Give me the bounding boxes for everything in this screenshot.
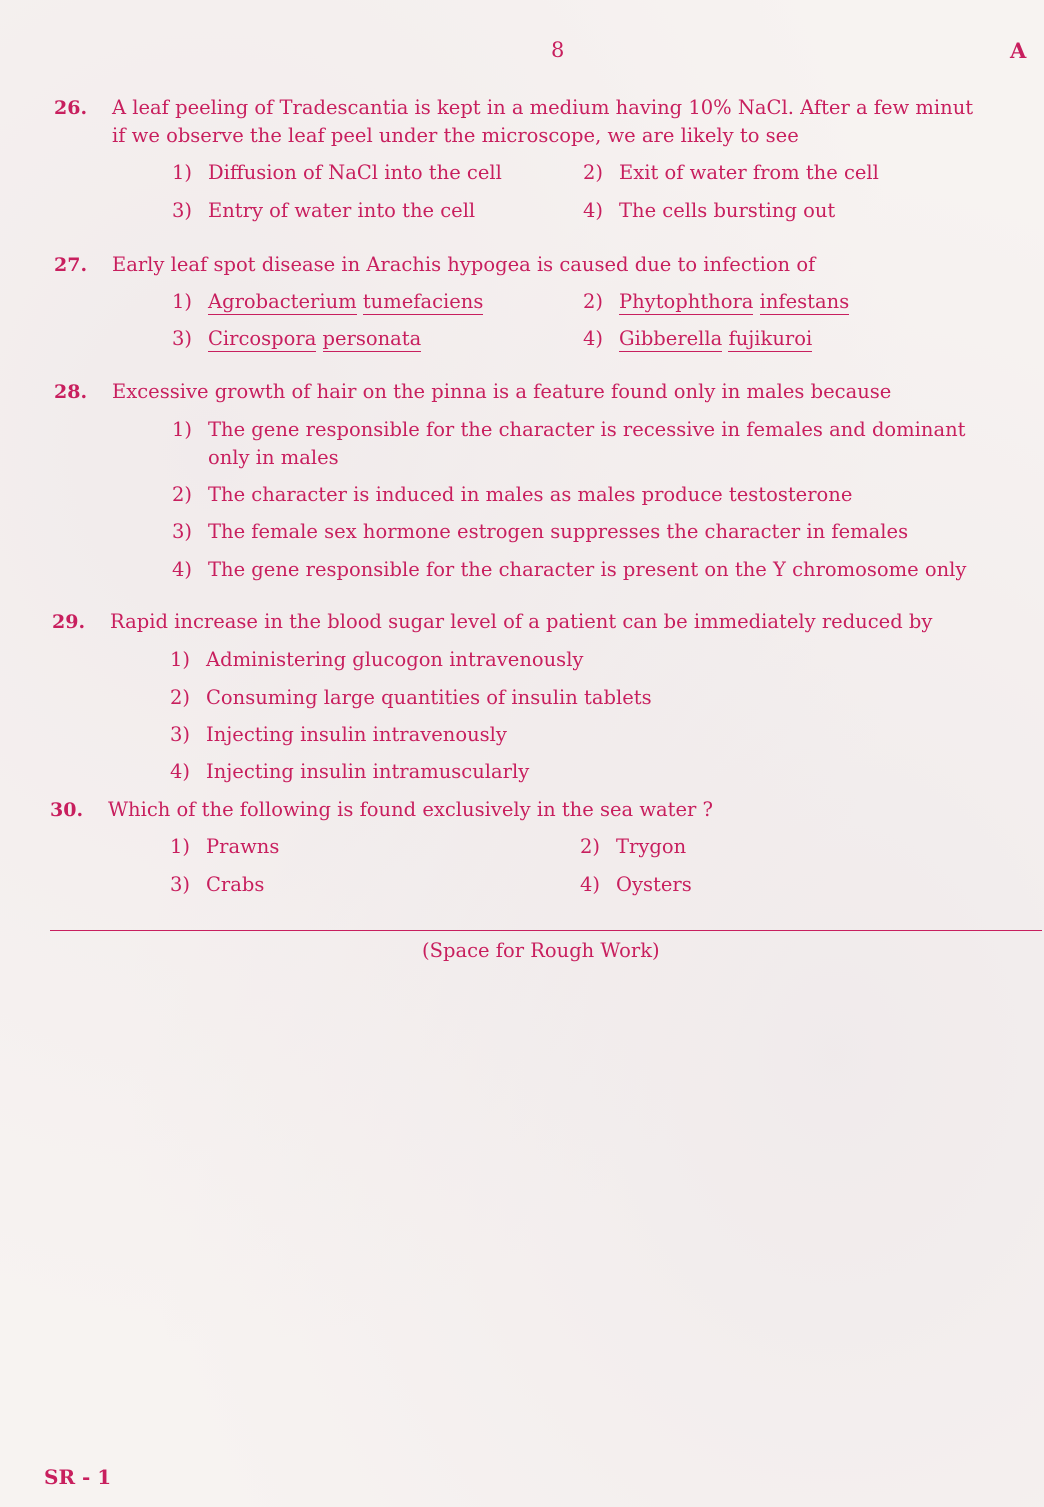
question-28-option-1-continued bbox=[208, 444, 339, 472]
option-text: Consuming large quantities of insulin tablets bbox=[206, 686, 652, 709]
question-28-option-2[interactable] bbox=[172, 481, 852, 509]
option-number: 4) bbox=[583, 327, 604, 350]
option-number: 3) bbox=[170, 723, 191, 746]
option-word-genus: Agrobacterium bbox=[208, 290, 357, 313]
question-27-option-4[interactable] bbox=[583, 325, 812, 353]
question-30-text-line1: Which of the following is found exclusively in the sea water ? bbox=[108, 798, 714, 821]
question-27-option-2[interactable] bbox=[583, 288, 849, 316]
question-27-option-1[interactable] bbox=[172, 288, 483, 316]
option-word-genus: Phytophthora bbox=[619, 290, 754, 313]
question-29-text-line1: Rapid increase in the blood sugar level of a patient can be immediately reduced by bbox=[110, 610, 933, 633]
question-26-option-2[interactable] bbox=[583, 159, 879, 187]
rough-work-label: (Space for Rough Work) bbox=[422, 939, 660, 962]
option-word-species: personata bbox=[322, 327, 422, 350]
question-27-number: 27. bbox=[54, 254, 88, 276]
question-30-option-3[interactable] bbox=[170, 871, 264, 899]
option-word-genus: Circospora bbox=[208, 327, 317, 350]
set-code: A bbox=[1010, 38, 1027, 63]
question-26-text-line1: A leaf peeling of Tradescantia is kept in a medium having 10% NaCl. After a few minut bbox=[112, 96, 974, 119]
question-26-number: 26. bbox=[54, 97, 88, 119]
option-text: Exit of water from the cell bbox=[619, 161, 879, 184]
question-28-text-line1: Excessive growth of hair on the pinna is a feature found only in males because bbox=[112, 380, 892, 403]
question-30-option-4[interactable] bbox=[580, 871, 692, 899]
option-text: Injecting insulin intramuscularly bbox=[206, 760, 530, 783]
option-number: 4) bbox=[583, 199, 604, 222]
question-26-option-3[interactable] bbox=[172, 197, 475, 225]
question-26-option-1[interactable] bbox=[172, 159, 502, 187]
option-text: Crabs bbox=[206, 873, 265, 896]
option-text: Oysters bbox=[616, 873, 692, 896]
option-number: 2) bbox=[583, 290, 604, 313]
rough-work-divider bbox=[50, 930, 1042, 931]
question-27-option-3[interactable] bbox=[172, 325, 421, 353]
option-word-species: fujikuroi bbox=[728, 327, 813, 350]
question-29-number: 29. bbox=[52, 611, 86, 633]
footer-code: SR - 1 bbox=[44, 1465, 112, 1489]
option-text: Administering glucogon intravenously bbox=[206, 648, 584, 671]
option-number: 2) bbox=[170, 686, 191, 709]
option-text: Entry of water into the cell bbox=[208, 199, 476, 222]
option-word-species: tumefaciens bbox=[362, 290, 484, 313]
option-text: The female sex hormone estrogen suppresses the character in females bbox=[208, 520, 909, 543]
option-number: 1) bbox=[172, 418, 193, 441]
option-text: Prawns bbox=[206, 835, 280, 858]
option-number: 3) bbox=[172, 520, 193, 543]
option-number: 1) bbox=[172, 290, 193, 313]
option-number: 3) bbox=[172, 327, 193, 350]
option-text: The gene responsible for the character is present on the Y chromosome only bbox=[208, 558, 967, 581]
question-30-option-2[interactable] bbox=[580, 833, 686, 861]
option-text-line1: The gene responsible for the character is recessive in females and dominant bbox=[208, 418, 966, 441]
option-number: 3) bbox=[172, 199, 193, 222]
question-27-text-line1: Early leaf spot disease in Arachis hypogea is caused due to infection of bbox=[112, 253, 816, 276]
option-text-line2: only in males bbox=[208, 446, 339, 469]
option-number: 2) bbox=[580, 835, 601, 858]
question-28-option-4[interactable] bbox=[172, 556, 966, 584]
question-29-option-4[interactable] bbox=[170, 758, 529, 786]
question-29-option-3[interactable] bbox=[170, 721, 507, 749]
question-30-number: 30. bbox=[50, 799, 84, 821]
question-26-option-4[interactable] bbox=[583, 197, 835, 225]
option-number: 4) bbox=[172, 558, 193, 581]
option-number: 2) bbox=[583, 161, 604, 184]
option-number: 4) bbox=[170, 760, 191, 783]
option-word-species: infestans bbox=[759, 290, 850, 313]
question-28-number: 28. bbox=[54, 381, 88, 403]
option-number: 1) bbox=[170, 835, 191, 858]
option-number: 1) bbox=[170, 648, 191, 671]
question-29-option-2[interactable] bbox=[170, 684, 652, 712]
option-number: 4) bbox=[580, 873, 601, 896]
page-number: 8 bbox=[551, 38, 565, 62]
option-number: 3) bbox=[170, 873, 191, 896]
question-26-text-line2: if we observe the leaf peel under the microscope, we are likely to see bbox=[112, 124, 799, 147]
option-text: Trygon bbox=[616, 835, 687, 858]
question-28-option-3[interactable] bbox=[172, 518, 908, 546]
question-30-option-1[interactable] bbox=[170, 833, 279, 861]
option-number: 1) bbox=[172, 161, 193, 184]
question-29-option-1[interactable] bbox=[170, 646, 583, 674]
option-word-genus: Gibberella bbox=[619, 327, 723, 350]
option-number: 2) bbox=[172, 483, 193, 506]
option-text: The character is induced in males as males produce testosterone bbox=[208, 483, 853, 506]
question-28-option-1[interactable] bbox=[172, 416, 965, 444]
option-text: The cells bursting out bbox=[619, 199, 836, 222]
option-text: Injecting insulin intravenously bbox=[206, 723, 507, 746]
option-text: Diffusion of NaCl into the cell bbox=[208, 161, 502, 184]
